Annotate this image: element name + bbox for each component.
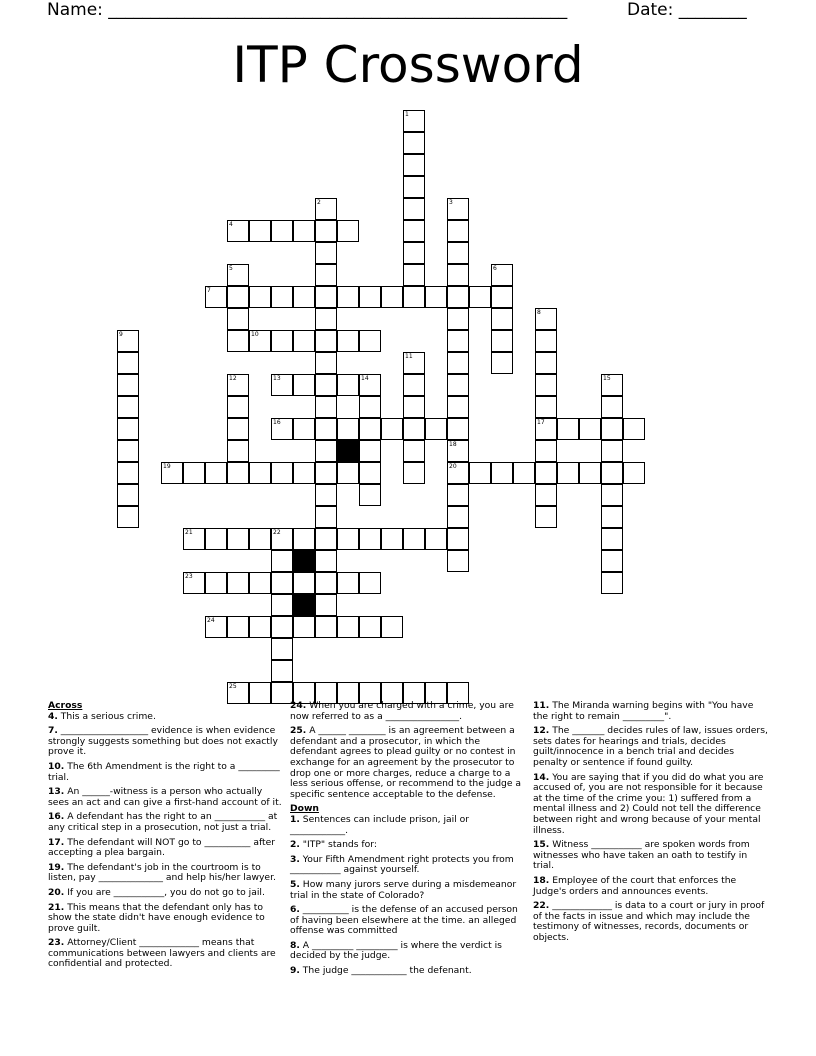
date-label: Date: ________: [627, 0, 747, 20]
answer-square[interactable]: [381, 528, 403, 550]
answer-square[interactable]: [381, 286, 403, 308]
clue-number-label: 21: [185, 529, 193, 536]
clue-number-label: 15: [603, 375, 611, 382]
answer-square[interactable]: [359, 572, 381, 594]
answer-square[interactable]: [205, 286, 227, 308]
clue-number-label: 14: [361, 375, 369, 382]
clue-item: [48, 726, 284, 758]
answer-square[interactable]: [249, 462, 271, 484]
answer-square[interactable]: [359, 418, 381, 440]
clue-item: [290, 815, 522, 836]
answer-square[interactable]: [315, 220, 337, 242]
answer-square[interactable]: [227, 330, 249, 352]
across-clue-list: [48, 712, 284, 970]
clue-text: Witness ___________ are spoken words from witnesses who have taken an oath to testify in trial.: [533, 839, 750, 872]
answer-square[interactable]: [337, 220, 359, 242]
answer-square[interactable]: [601, 462, 623, 484]
answer-square[interactable]: [403, 220, 425, 242]
answer-square[interactable]: [227, 418, 249, 440]
answer-square[interactable]: [227, 396, 249, 418]
answer-square[interactable]: [337, 374, 359, 396]
answer-square[interactable]: [315, 616, 337, 638]
answer-square[interactable]: [183, 528, 205, 550]
clue-text: The defendant will NOT go to __________ after accepting a plea bargain.: [48, 836, 276, 859]
clue-number: 2.: [290, 839, 300, 851]
clue-item: [48, 712, 284, 723]
clue-number: 6.: [290, 904, 300, 916]
answer-square[interactable]: [271, 550, 293, 572]
clue-item: [533, 773, 769, 837]
clue-item: [290, 840, 522, 851]
clue-number: 23.: [48, 937, 65, 949]
clue-number: 4.: [48, 710, 58, 722]
answer-square[interactable]: [447, 440, 469, 462]
answer-square[interactable]: [403, 352, 425, 374]
answer-square[interactable]: [535, 308, 557, 330]
answer-square[interactable]: [403, 264, 425, 286]
answer-square[interactable]: [227, 462, 249, 484]
answer-square[interactable]: [425, 528, 447, 550]
clue-number: 5.: [290, 878, 300, 890]
answer-square[interactable]: [337, 616, 359, 638]
answer-square[interactable]: [447, 330, 469, 352]
answer-square[interactable]: [403, 462, 425, 484]
answer-square[interactable]: [447, 418, 469, 440]
answer-square[interactable]: [403, 242, 425, 264]
answer-square[interactable]: [447, 506, 469, 528]
clue-number-label: 24: [207, 617, 215, 624]
down-clue-list: [290, 815, 522, 977]
answer-square[interactable]: [117, 352, 139, 374]
clue-number: 11.: [533, 700, 550, 711]
answer-square[interactable]: [601, 418, 623, 440]
clue-number: 22.: [533, 900, 550, 912]
answer-square[interactable]: [403, 440, 425, 462]
clue-number-label: 3: [449, 199, 453, 206]
across-heading: Across: [48, 700, 83, 711]
answer-square[interactable]: [249, 528, 271, 550]
clue-item: [48, 812, 284, 833]
answer-square[interactable]: [447, 242, 469, 264]
answer-square[interactable]: [425, 418, 447, 440]
answer-square[interactable]: [359, 330, 381, 352]
answer-square[interactable]: [293, 374, 315, 396]
answer-square[interactable]: [249, 616, 271, 638]
clue-text: When you are charged with a crime, you are now referred to as a ________________.: [290, 700, 514, 722]
clue-item: [290, 941, 522, 962]
clue-text: This means that the defendant only has to show the state didn't have enough evidence to prove guilt.: [48, 901, 265, 934]
answer-square[interactable]: [447, 220, 469, 242]
clue-number: 9.: [290, 965, 300, 977]
clue-text: The defendant's job in the courtroom is to listen, pay ______________ and help his/her lawyer.: [48, 861, 276, 884]
answer-square[interactable]: [491, 330, 513, 352]
answer-square[interactable]: [535, 506, 557, 528]
clue-item: [533, 876, 769, 897]
answer-square[interactable]: [293, 528, 315, 550]
answer-square[interactable]: [117, 506, 139, 528]
answer-square[interactable]: [227, 220, 249, 242]
clue-text: Sentences can include prison, jail or ____________.: [290, 813, 470, 836]
answer-square[interactable]: [337, 330, 359, 352]
clue-item: [48, 762, 284, 783]
answer-square[interactable]: [315, 550, 337, 572]
answer-square[interactable]: [117, 462, 139, 484]
answer-square[interactable]: [315, 286, 337, 308]
answer-square[interactable]: [403, 110, 425, 132]
answer-square[interactable]: [359, 528, 381, 550]
answer-square[interactable]: [601, 528, 623, 550]
answer-square[interactable]: [359, 374, 381, 396]
answer-square[interactable]: [205, 462, 227, 484]
clue-number-label: 16: [273, 419, 281, 426]
answer-square[interactable]: [293, 286, 315, 308]
clue-number: 20.: [48, 886, 65, 898]
answer-square[interactable]: [601, 396, 623, 418]
clue-text: The _______ decides rules of law, issues orders, sets dates for hearings and trials, decides guilt/innocence in a bench trial and decides penalty or sentence if found guilty.: [533, 725, 768, 768]
answer-square[interactable]: [469, 286, 491, 308]
answer-square[interactable]: [601, 484, 623, 506]
answer-square[interactable]: [315, 264, 337, 286]
answer-square[interactable]: [447, 396, 469, 418]
answer-square[interactable]: [315, 440, 337, 462]
blocked-square: [337, 440, 359, 462]
answer-square[interactable]: [227, 572, 249, 594]
answer-square[interactable]: [315, 374, 337, 396]
answer-square[interactable]: [403, 198, 425, 220]
answer-square[interactable]: [183, 462, 205, 484]
answer-square[interactable]: [293, 572, 315, 594]
clue-number: 15.: [533, 839, 550, 851]
answer-square[interactable]: [205, 616, 227, 638]
answer-square[interactable]: [337, 572, 359, 594]
clue-number: 8.: [290, 939, 300, 951]
answer-square[interactable]: [403, 132, 425, 154]
clue-text: ___________________ evidence is when evidence strongly suggests something but does not exactly prove it.: [48, 725, 278, 758]
clue-text: _____________ is data to a court or jury in proof of the facts in issue and which may include the testimony of witnesses, records, documents or objects.: [533, 900, 765, 943]
clue-text: Attorney/Client _____________ means that communications between lawyers and clients are confidential and protected.: [48, 937, 276, 970]
answer-square[interactable]: [359, 484, 381, 506]
answer-square[interactable]: [271, 594, 293, 616]
clues-column-2: [290, 701, 522, 981]
answer-square[interactable]: [623, 462, 645, 484]
clue-number: 13.: [48, 786, 65, 798]
answer-square[interactable]: [447, 198, 469, 220]
answer-square[interactable]: [315, 528, 337, 550]
clue-text: A ______ ________ is an agreement between a defendant and a prosecutor, in which the defendant agrees to plead guilty or no contest in exchange for an agreement by the prosecutor to drop one or more charges, reduce a charge to a less serious offense, or recommend to the judge a specific sentence acceptable to the defense.: [290, 725, 522, 800]
answer-square[interactable]: [359, 616, 381, 638]
clue-number-label: 12: [229, 375, 237, 382]
answer-square[interactable]: [271, 418, 293, 440]
answer-square[interactable]: [293, 220, 315, 242]
clue-item: [533, 701, 769, 722]
clue-item: [290, 966, 522, 977]
clue-number: 25.: [290, 725, 307, 737]
clue-item: [48, 838, 284, 859]
clue-number: 21.: [48, 901, 65, 913]
answer-square[interactable]: [535, 330, 557, 352]
answer-square[interactable]: [601, 440, 623, 462]
answer-square[interactable]: [403, 154, 425, 176]
clue-item: [290, 726, 522, 800]
clue-text: An ______-witness is a person who actually sees an act and can give a first-hand account of it.: [48, 786, 282, 808]
answer-square[interactable]: [205, 572, 227, 594]
clue-item: [48, 903, 284, 935]
answer-square[interactable]: [227, 440, 249, 462]
clue-text: You are saying that if you did do what you are accused of, you are not responsible for it because at the time of the crime you: 1) suffered from a mental illness and 2) Could not tell the difference between right and wrong because of your mental illness.: [533, 771, 764, 836]
answer-square[interactable]: [337, 462, 359, 484]
clue-text: __________ is the defense of an accused person of having been elsewhere at the time. an alleged offense was committed: [290, 904, 518, 937]
clue-item: [48, 938, 284, 970]
answer-square[interactable]: [117, 418, 139, 440]
clue-item: [533, 726, 769, 768]
answer-square[interactable]: [293, 330, 315, 352]
answer-square[interactable]: [491, 286, 513, 308]
answer-square[interactable]: [579, 418, 601, 440]
answer-square[interactable]: [491, 308, 513, 330]
answer-square[interactable]: [271, 638, 293, 660]
answer-square[interactable]: [447, 286, 469, 308]
clue-number-label: 20: [449, 463, 457, 470]
answer-square[interactable]: [403, 286, 425, 308]
clue-number-label: 18: [449, 441, 457, 448]
answer-square[interactable]: [227, 286, 249, 308]
clue-text: The Miranda warning begins with "You have the right to remain _________".: [533, 700, 754, 722]
answer-square[interactable]: [425, 286, 447, 308]
answer-square[interactable]: [117, 374, 139, 396]
clue-text: The 6th Amendment is the right to a _________ trial.: [48, 760, 280, 783]
answer-square[interactable]: [227, 528, 249, 550]
answer-square[interactable]: [535, 396, 557, 418]
clue-number: 12.: [533, 725, 550, 737]
answer-square[interactable]: [271, 660, 293, 682]
answer-square[interactable]: [117, 330, 139, 352]
answer-square[interactable]: [271, 220, 293, 242]
down-heading: Down: [290, 803, 319, 815]
clue-item: [48, 863, 284, 884]
answer-square[interactable]: [315, 572, 337, 594]
clue-number-label: 7: [207, 287, 211, 294]
answer-square[interactable]: [337, 418, 359, 440]
clue-number: 14.: [533, 771, 550, 783]
answer-square[interactable]: [447, 528, 469, 550]
answer-square[interactable]: [359, 396, 381, 418]
answer-square[interactable]: [271, 286, 293, 308]
answer-square[interactable]: [249, 330, 271, 352]
clue-number: 16.: [48, 811, 65, 823]
answer-square[interactable]: [447, 550, 469, 572]
answer-square[interactable]: [315, 352, 337, 374]
clue-text: The judge ____________ the defenant.: [299, 965, 472, 977]
answer-square[interactable]: [271, 616, 293, 638]
clue-text: If you are ___________, you do not go to jail.: [64, 886, 265, 898]
answer-square[interactable]: [601, 374, 623, 396]
answer-square[interactable]: [513, 462, 535, 484]
clue-number: 19.: [48, 861, 65, 873]
clue-number: 1.: [290, 813, 300, 825]
answer-square[interactable]: [117, 484, 139, 506]
answer-square[interactable]: [315, 462, 337, 484]
answer-square[interactable]: [491, 264, 513, 286]
clue-number-label: 9: [119, 331, 123, 338]
answer-square[interactable]: [315, 242, 337, 264]
page-title: ITP Crossword: [232, 36, 584, 94]
answer-square[interactable]: [271, 462, 293, 484]
answer-square[interactable]: [403, 374, 425, 396]
answer-square[interactable]: [271, 330, 293, 352]
answer-square[interactable]: [557, 418, 579, 440]
answer-square[interactable]: [315, 330, 337, 352]
answer-square[interactable]: [117, 396, 139, 418]
clue-number-label: 10: [251, 331, 259, 338]
answer-square[interactable]: [227, 374, 249, 396]
answer-square[interactable]: [469, 462, 491, 484]
answer-square[interactable]: [249, 286, 271, 308]
answer-square[interactable]: [183, 572, 205, 594]
clue-text: A defendant has the right to an ___________ at any critical step in a prosecution, not just a trial.: [48, 811, 278, 833]
answer-square[interactable]: [293, 418, 315, 440]
answer-square[interactable]: [359, 462, 381, 484]
answer-square[interactable]: [403, 418, 425, 440]
answer-square[interactable]: [381, 418, 403, 440]
answer-square[interactable]: [315, 198, 337, 220]
clue-item: [290, 701, 522, 722]
answer-square[interactable]: [403, 528, 425, 550]
clue-item: [533, 840, 769, 872]
answer-square[interactable]: [337, 286, 359, 308]
answer-square[interactable]: [271, 374, 293, 396]
clue-number-label: 23: [185, 573, 193, 580]
answer-square[interactable]: [315, 308, 337, 330]
answer-square[interactable]: [249, 220, 271, 242]
answer-square[interactable]: [315, 484, 337, 506]
clue-text: Your Fifth Amendment right protects you from ___________ against yourself.: [290, 853, 514, 876]
answer-square[interactable]: [249, 572, 271, 594]
clue-item: [48, 787, 284, 808]
answer-square[interactable]: [403, 176, 425, 198]
answer-square[interactable]: [315, 396, 337, 418]
answer-square[interactable]: [293, 616, 315, 638]
answer-square[interactable]: [381, 616, 403, 638]
clue-item: [533, 901, 769, 943]
clue-item: [48, 888, 284, 899]
blocked-square: [293, 594, 315, 616]
answer-square[interactable]: [535, 418, 557, 440]
answer-square[interactable]: [271, 528, 293, 550]
answer-square[interactable]: [227, 308, 249, 330]
answer-square[interactable]: [535, 462, 557, 484]
clue-number: 18.: [533, 874, 550, 886]
answer-square[interactable]: [227, 616, 249, 638]
answer-square[interactable]: [601, 550, 623, 572]
clue-number-label: 25: [229, 683, 237, 690]
clue-number: 3.: [290, 853, 300, 865]
answer-square[interactable]: [359, 440, 381, 462]
down-clue-list-cont: [533, 701, 769, 943]
answer-square[interactable]: [447, 462, 469, 484]
clue-number: 24.: [290, 700, 307, 711]
clue-number-label: 5: [229, 265, 233, 272]
clue-item: [290, 880, 522, 901]
answer-square[interactable]: [447, 308, 469, 330]
clue-number-label: 2: [317, 199, 321, 206]
answer-square[interactable]: [227, 264, 249, 286]
clues-column-1: [48, 701, 284, 974]
clue-number: 17.: [48, 836, 65, 848]
clue-number: 10.: [48, 760, 65, 772]
answer-square[interactable]: [359, 286, 381, 308]
clue-item: [290, 855, 522, 876]
answer-square[interactable]: [447, 264, 469, 286]
answer-square[interactable]: [293, 462, 315, 484]
answer-square[interactable]: [315, 506, 337, 528]
clue-number-label: 1: [405, 111, 409, 118]
clue-number: 7.: [48, 725, 58, 737]
blocked-square: [293, 550, 315, 572]
clue-text: "ITP" stands for:: [299, 839, 377, 851]
answer-square[interactable]: [447, 484, 469, 506]
answer-square[interactable]: [315, 594, 337, 616]
answer-square[interactable]: [447, 374, 469, 396]
answer-square[interactable]: [117, 440, 139, 462]
clue-number-label: 6: [493, 265, 497, 272]
answer-square[interactable]: [535, 484, 557, 506]
clue-number-label: 19: [163, 463, 171, 470]
answer-square[interactable]: [315, 418, 337, 440]
answer-square[interactable]: [535, 374, 557, 396]
clue-number-label: 11: [405, 353, 413, 360]
answer-square[interactable]: [271, 572, 293, 594]
clues-column-3: [533, 701, 769, 947]
clue-number-label: 8: [537, 309, 541, 316]
answer-square[interactable]: [601, 506, 623, 528]
answer-square[interactable]: [491, 352, 513, 374]
clue-text: How many jurors serve during a misdemeanor trial in the state of Colorado?: [290, 878, 517, 901]
answer-square[interactable]: [557, 462, 579, 484]
answer-square[interactable]: [623, 418, 645, 440]
across-clue-list-cont: [290, 701, 522, 800]
clue-text: A _________ _________ is where the verdict is decided by the judge.: [290, 939, 502, 962]
answer-square[interactable]: [579, 462, 601, 484]
answer-square[interactable]: [205, 528, 227, 550]
name-label: Name: ______________________________________________________: [47, 0, 568, 20]
clue-text: Employee of the court that enforces the Judge's orders and announces events.: [533, 874, 737, 897]
answer-square[interactable]: [535, 440, 557, 462]
clue-text: This a serious crime.: [57, 710, 156, 722]
clue-number-label: 13: [273, 375, 281, 382]
clue-number-label: 22: [273, 529, 281, 536]
answer-square[interactable]: [161, 462, 183, 484]
answer-square[interactable]: [337, 528, 359, 550]
answer-square[interactable]: [535, 352, 557, 374]
clue-number-label: 4: [229, 221, 233, 228]
answer-square[interactable]: [601, 572, 623, 594]
answer-square[interactable]: [447, 352, 469, 374]
clue-item: [290, 905, 522, 937]
answer-square[interactable]: [491, 462, 513, 484]
clue-number-label: 17: [537, 419, 545, 426]
answer-square[interactable]: [403, 396, 425, 418]
